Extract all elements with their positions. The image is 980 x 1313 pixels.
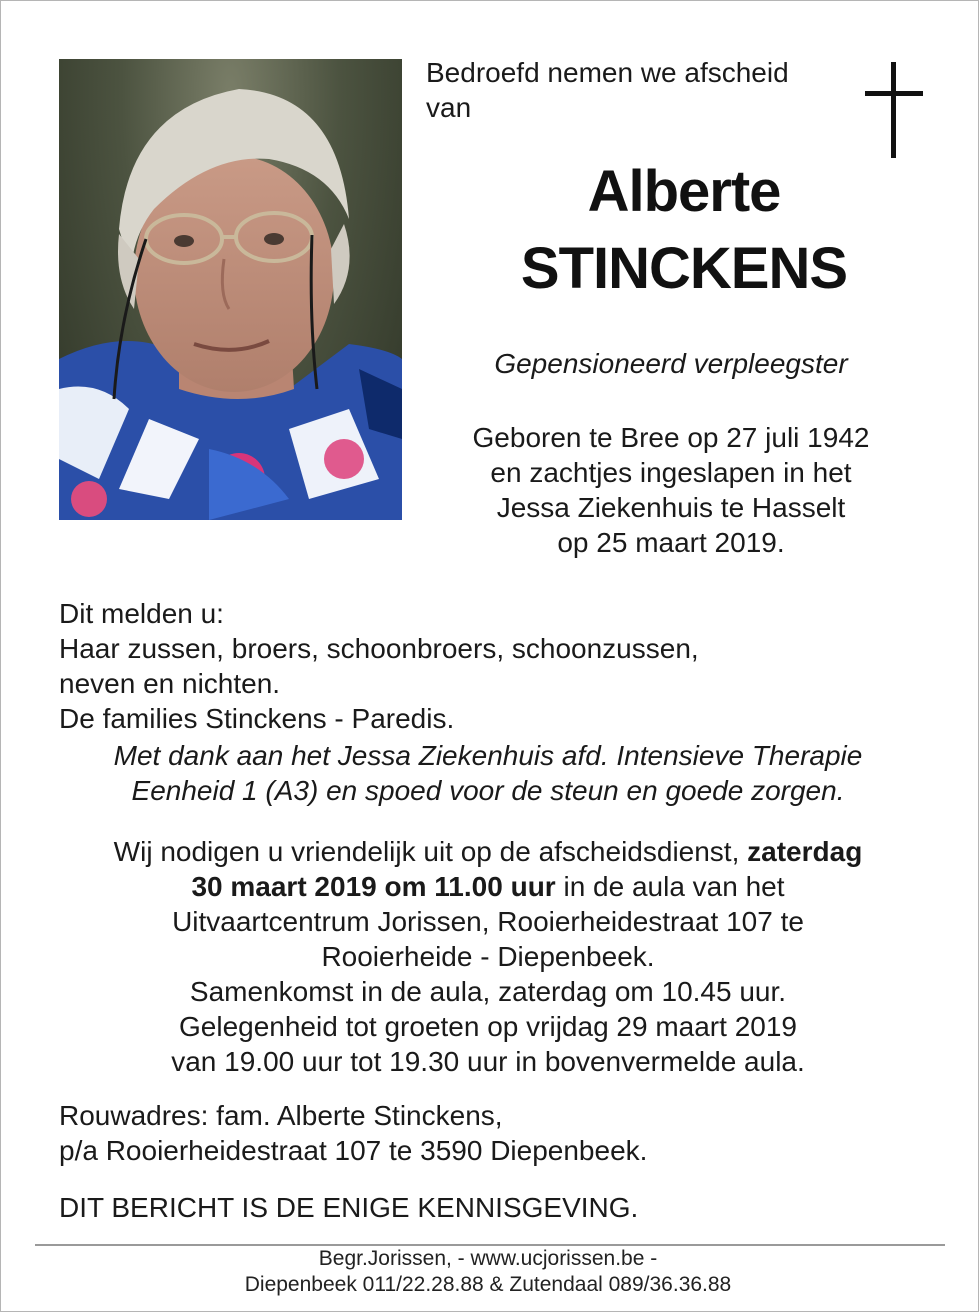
intro-text bbox=[426, 55, 846, 125]
service-line: van 19.00 uur tot 19.30 uur in bovenvermelde aula. bbox=[171, 1046, 805, 1077]
life-details bbox=[420, 420, 922, 560]
service-line bbox=[28, 869, 948, 904]
service-line: Samenkomst in de aula, zaterdag om 10.45 uur. bbox=[189, 976, 787, 1007]
relatives-heading: Dit melden u: bbox=[59, 598, 224, 629]
service-line: Gelegenheid tot groeten op vrijdag 29 maart 2019 bbox=[179, 1011, 797, 1042]
relatives-line: neven en nichten. bbox=[59, 668, 281, 699]
cross-icon bbox=[865, 62, 923, 158]
relatives-line: De families Stinckens - Paredis. bbox=[59, 703, 455, 734]
profession: Gepensioneerd verpleegster bbox=[494, 348, 848, 379]
service-day: zaterdag bbox=[747, 836, 863, 867]
footer bbox=[28, 1246, 948, 1298]
relatives-line: Haar zussen, broers, schoonbroers, schoonzussen, bbox=[59, 633, 699, 664]
life-line: Geboren te Bree op 27 juli 1942 bbox=[472, 422, 870, 453]
life-line: Jessa Ziekenhuis te Hasselt bbox=[496, 492, 846, 523]
last-name: STINCKENS bbox=[520, 236, 848, 301]
portrait-photo bbox=[59, 59, 402, 520]
notice-text: DIT BERICHT IS DE ENIGE KENNISGEVING. bbox=[59, 1192, 639, 1223]
portrait-illustration bbox=[59, 59, 402, 520]
service-line: Uitvaartcentrum Jorissen, Rooierheidestraat 107 te bbox=[172, 906, 804, 937]
intro-line: van bbox=[426, 92, 472, 123]
service-datetime: 30 maart 2019 om 11.00 uur bbox=[191, 871, 556, 902]
life-line: en zachtjes ingeslapen in het bbox=[490, 457, 852, 488]
first-name: Alberte bbox=[587, 159, 781, 224]
footer-line: Diepenbeek 011/22.28.88 & Zutendaal 089/36.36.88 bbox=[244, 1273, 732, 1296]
thanks-line: Eenheid 1 (A3) en spoed voor de steun en goede zorgen. bbox=[131, 775, 845, 806]
service-text: Wij nodigen u vriendelijk uit op de afscheidsdienst, bbox=[113, 836, 748, 867]
address-line: p/a Rooierheidestraat 107 te 3590 Diepenbeek. bbox=[59, 1135, 648, 1166]
service-line bbox=[28, 834, 948, 869]
service-info bbox=[28, 834, 948, 1079]
footer-line: Begr.Jorissen, - www.ucjorissen.be - bbox=[318, 1247, 658, 1270]
address-line: Rouwadres: fam. Alberte Stinckens, bbox=[59, 1100, 503, 1131]
relatives bbox=[59, 596, 699, 736]
mourning-address bbox=[59, 1098, 647, 1168]
service-text: in de aula van het bbox=[555, 871, 785, 902]
thanks-line: Met dank aan het Jessa Ziekenhuis afd. Intensieve Therapie bbox=[113, 740, 863, 771]
intro-line: Bedroefd nemen we afscheid bbox=[426, 57, 789, 88]
service-line: Rooierheide - Diepenbeek. bbox=[321, 941, 655, 972]
thanks-note bbox=[28, 738, 948, 808]
life-line: op 25 maart 2019. bbox=[557, 527, 785, 558]
